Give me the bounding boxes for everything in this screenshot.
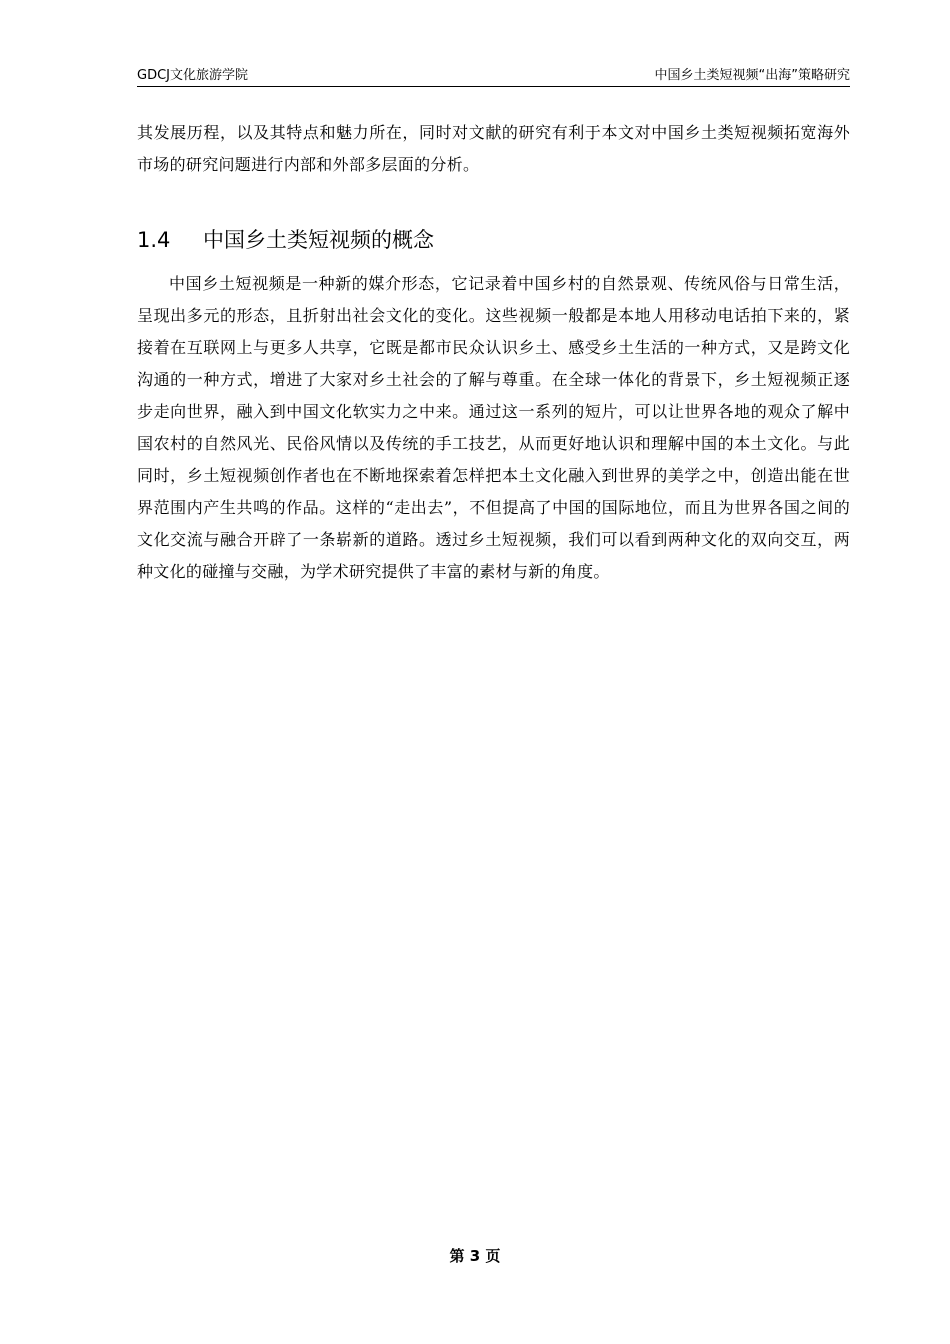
section-number: 1.4 <box>137 228 171 252</box>
paragraph-continued: 其发展历程，以及其特点和魅力所在，同时对文献的研究有利于本文对中国乡土类短视频拓宽海外市场的研究问题进行内部和外部多层面的分析。 <box>137 123 850 174</box>
section-title: 中国乡土类短视频的概念 <box>203 228 434 252</box>
page-number: 第 3 页 <box>449 1247 501 1265</box>
header-institution: GDCJ文化旅游学院 <box>137 68 248 83</box>
paragraph-concept: 中国乡土短视频是一种新的媒介形态，它记录着中国乡村的自然景观、传统风俗与日常生活，呈现出多元的形态，且折射出社会文化的变化。这些视频一般都是本地人用移动电话拍下来的，紧接着在互联网上与更多人共享，它既是都市民众认识乡土、感受乡土生活的一种方式，又是跨文化沟通的一种方式，增进了大家对乡土社会的了解与尊重。在全球一体化的背景下，乡土短视频正逐步走向世界，融入到中国文化软实力之中来。通过这一系列的短片，可以让世界各地的观众了解中国农村的自然风光、民俗风情以及传统的手工技艺，从而更好地认识和理解中国的本土文化。与此同时，乡土短视频创作者也在不断地探索着怎样把本土文化融入到世界的美学之中，创造出能在世界范围内产生共鸣的作品。这样的“走出去”，不但提高了中国的国际地位，而且为世界各国之间的文化交流与融合开辟了一条崭新的道路。透过乡土短视频，我们可以看到两种文化的双向交互，两种文化的碰撞与交融，为学术研究提供了丰富的素材与新的角度。 <box>137 274 850 581</box>
section-heading <box>137 224 434 256</box>
page-header <box>137 66 850 87</box>
header-paper-title: 中国乡土类短视频“出海”策略研究 <box>654 68 850 83</box>
